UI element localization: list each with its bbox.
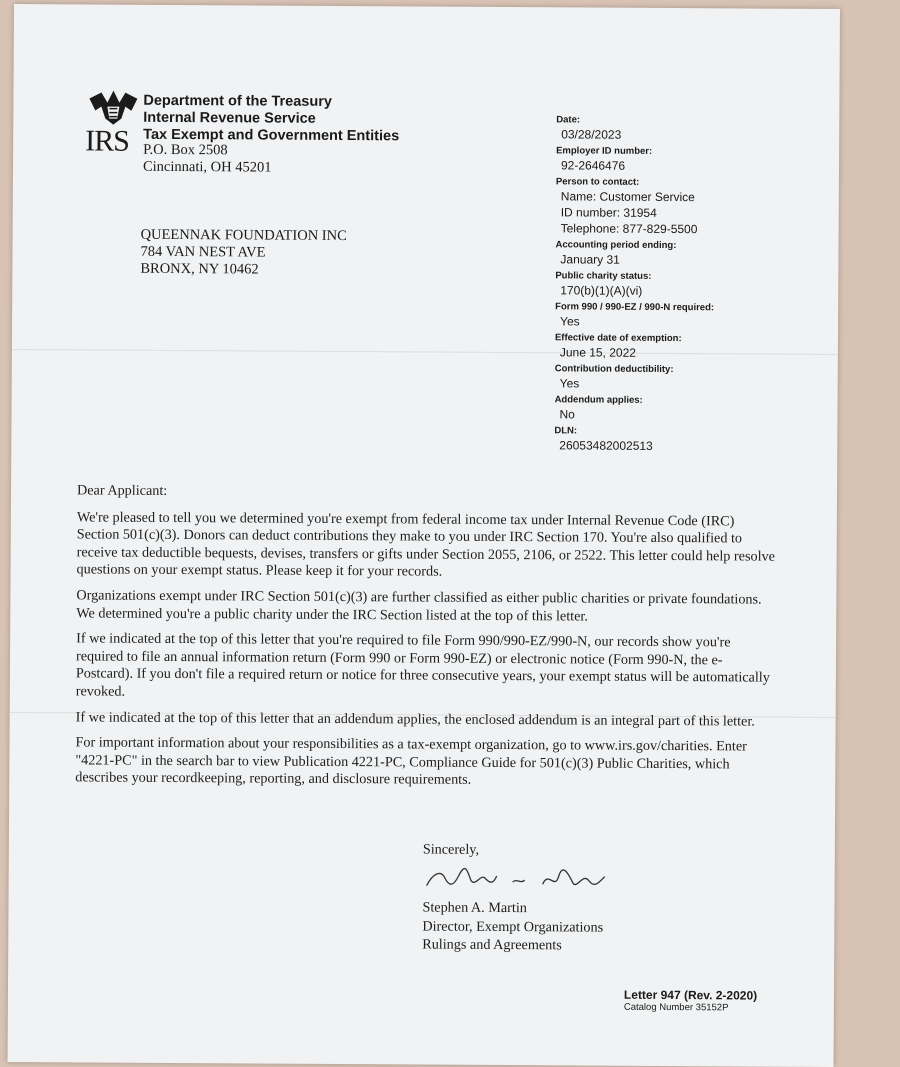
detail-label: Public charity status: [555,270,652,282]
detail-label: Addendum applies: [554,394,643,406]
paragraph: For important information about your responsibilities as a tax-exempt organization, go to www.irs.gov/charities. Enter "4221-PC" in the search bar to view Publication 4221-PC, Compliance Guide for 501(c)(3) Public Charities, which describes your recordkeeping, reporting, and disclosure requirements. [75,734,747,789]
recipient-address [140,227,347,279]
agency-line: Internal Revenue Service [143,109,316,127]
detail-value: 03/28/2023 [561,127,622,142]
detail-label: Form 990 / 990-EZ / 990-N required: [555,301,715,314]
irs-logo [85,88,143,158]
agency-line: Department of the Treasury [143,92,333,110]
irs-logo-text: IRS [85,124,129,158]
letter-body [75,482,777,799]
agency-address-line: P.O. Box 2508 [143,141,228,159]
detail-label: Employer ID number: [556,145,653,157]
recipient-line: BRONX, NY 10462 [140,260,259,278]
signer-title: Director, Exempt Organizations [422,918,604,936]
paragraph: Organizations exempt under IRC Section 501(c)(3) are further classified as either public charities or private foundations. We determined you're a public charity under the IRC Section listed at the top of this letter. [76,587,762,625]
detail-value: ID number: 31954 [560,205,657,220]
catalog-number: Catalog Number 35152P [623,1001,729,1014]
valediction: Sincerely, [422,841,480,858]
agency-address [143,142,272,177]
detail-label: Contribution deductibility: [554,363,674,376]
detail-value: Yes [559,376,580,391]
signature-block [422,841,613,956]
form-footer [624,988,757,1014]
agency-address-line: Cincinnati, OH 45201 [142,158,272,176]
detail-value: 92-2646476 [560,158,626,173]
details-panel [554,111,715,454]
greeting: Dear Applicant: [76,482,168,499]
detail-label: Effective date of exemption: [554,332,682,345]
handwritten-signature [423,859,613,894]
agency-line: Tax Exempt and Government Entities [143,126,400,145]
detail-label: Date: [556,114,581,126]
detail-label: Accounting period ending: [555,239,677,252]
detail-label: DLN: [554,425,578,437]
paragraph: If we indicated at the top of this letter that you're required to file Form 990/990-EZ/990-N, our records show you're required to file an annual information return (Form 990 or Form 990-EZ) or electronic notice (Form 990-N, the e-Postcard). If you don't file a required return or notice for three consecutive years, your exempt status will be automatically revoked. [75,630,770,700]
eagle-icon [87,88,139,126]
paragraph: If we indicated at the top of this letter that an addendum applies, the enclosed addendum is an integral part of this letter. [75,708,755,730]
recipient-line: QUEENNAK FOUNDATION INC [140,226,347,245]
paragraph: We're pleased to tell you we determined you're exempt from federal income tax under Internal Revenue Code (IRC) Section 501(c)(3). Donors can deduct contributions they make to you under IRC Section 170. You're also qualified to receive tax deductible bequests, devises, transfers or gifts under Section 2055, 2106, or 2522. This letter could help resolve questions on your exempt status. Please keep it for your records. [76,508,775,581]
detail-label: Person to contact: [555,176,640,188]
detail-value: 170(b)(1)(A)(vi) [560,283,643,298]
signer-name: Stephen A. Martin [422,899,527,917]
detail-value: June 15, 2022 [559,345,637,360]
detail-value: January 31 [560,252,620,267]
agency-header [143,93,399,146]
detail-value: Telephone: 877-829-5500 [560,221,698,237]
signer-title: Rulings and Agreements [422,936,562,954]
fold-crease [12,349,838,356]
detail-value: No [559,407,575,422]
detail-value: Name: Customer Service [560,189,695,205]
recipient-line: 784 VAN NEST AVE [140,243,266,261]
detail-value: Yes [560,314,580,329]
form-number: Letter 947 (Rev. 2-2020) [623,987,758,1003]
detail-value: 26053482002513 [559,438,653,453]
letter-page [8,4,840,1067]
